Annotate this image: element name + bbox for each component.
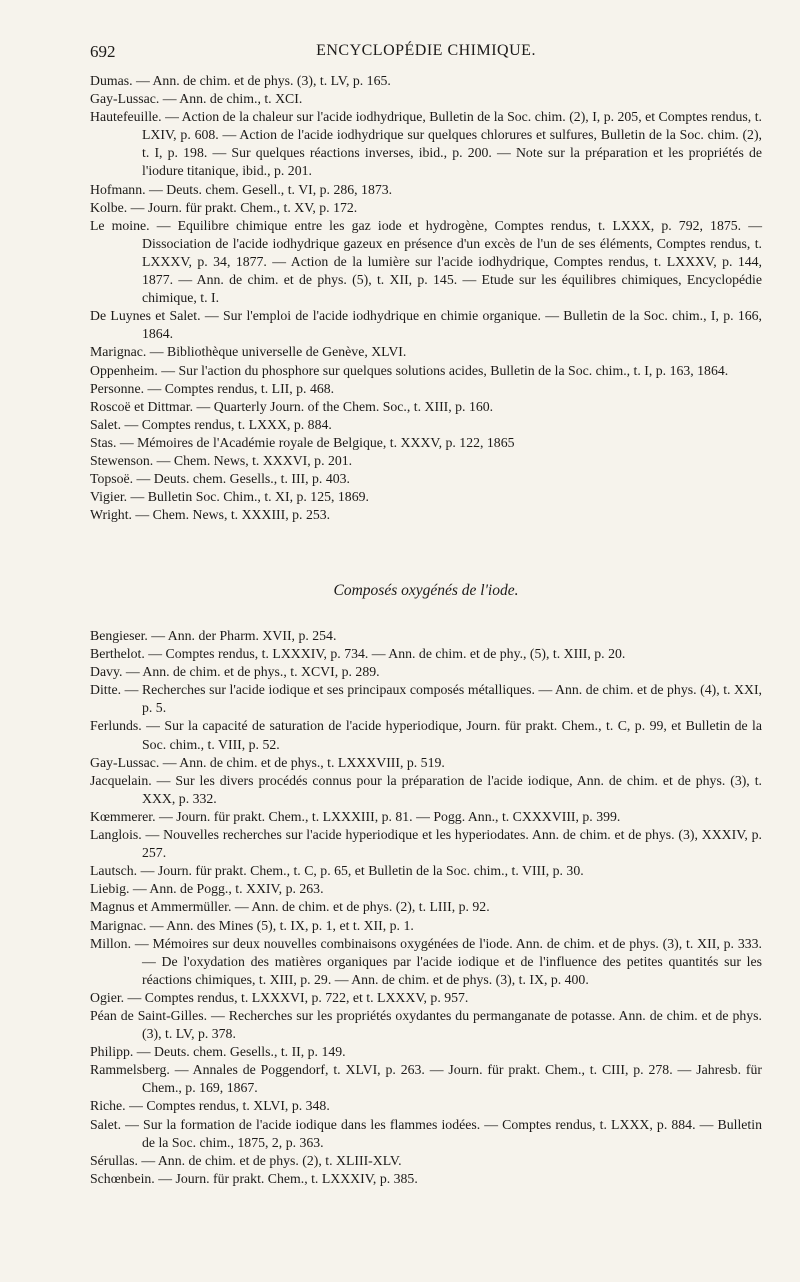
bibliography-entry: Liebig. — Ann. de Pogg., t. XXIV, p. 263.: [90, 881, 324, 897]
bibliography-entry: Marignac. — Bibliothèque universelle de Genève, XLVI.: [90, 344, 407, 360]
bibliography-entry: Topsoë. — Deuts. chem. Gesells., t. III, p. 403.: [90, 471, 350, 487]
bibliography-entry: Rammelsberg. — Annales de Poggendorf, t. XLVI, p. 263. — Journ. für prakt. Chem., t. CIII, p. 278. — Jahresb. für Chem., p. 169, 1867.: [90, 1062, 762, 1096]
bibliography-entry: Gay-Lussac. — Ann. de chim., t. XCI.: [90, 91, 303, 107]
bibliography-entry: Stewenson. — Chem. News, t. XXXVI, p. 201.: [90, 452, 353, 468]
bibliography-entry: Davy. — Ann. de chim. et de phys., t. XCVI, p. 289.: [90, 664, 380, 680]
bibliography-entry: De Luynes et Salet. — Sur l'emploi de l'acide iodhydrique en chimie organique. — Bulletin de la Soc. chim., I, p. 166, 1864.: [90, 308, 762, 342]
bibliography-entry: Personne. — Comptes rendus, t. LII, p. 468.: [90, 380, 335, 396]
bibliography-entry: Hofmann. — Deuts. chem. Gesell., t. VI, p. 286, 1873.: [90, 181, 393, 197]
running-title: ENCYCLOPÉDIE CHIMIQUE.: [316, 42, 536, 59]
bibliography-entry: Salet. — Comptes rendus, t. LXXX, p. 884.: [90, 416, 332, 432]
bibliography-entry: Ferlunds. — Sur la capacité de saturation de l'acide hyperiodique, Journ. für prakt. Chem., t. C, p. 99, et Bulletin de la Soc. chim., t. VIII, p. 52.: [90, 718, 762, 752]
bibliography-entry: Wright. — Chem. News, t. XXXIII, p. 253.: [90, 507, 331, 523]
bibliography-entry: Millon. — Mémoires sur deux nouvelles combinaisons oxygénées de l'iode. Ann. de chim. et de phys. (3), t. XII, p. 333. — De l'oxydation des matières organiques par l'acide iodique et de l'influence des petites quantités sur les réactions chimiques, t. XIII, p. 29. — Ann. de chim. et de phys. (3), t. IX, p. 400.: [90, 935, 762, 987]
bibliography-entry: Berthelot. — Comptes rendus, t. LXXXIV, p. 734. — Ann. de chim. et de phy., (5), t. XIII, p. 20.: [90, 646, 626, 662]
bibliography-entry: Roscoë et Dittmar. — Quarterly Journ. of the Chem. Soc., t. XIII, p. 160.: [90, 398, 494, 414]
bibliography-entry: Philipp. — Deuts. chem. Gesells., t. II, p. 149.: [90, 1044, 346, 1060]
bibliography-entry: Langlois. — Nouvelles recherches sur l'acide hyperiodique et les hyperiodates. Ann. de chim. et de phys. (3), XXXIV, p. 257.: [90, 827, 762, 861]
bibliography-entry: Kolbe. — Journ. für prakt. Chem., t. XV, p. 172.: [90, 199, 358, 215]
bibliography-entry: Péan de Saint-Gilles. — Recherches sur les propriétés oxydantes du permanganate de potasse. Ann. de chim. et de phys. (3), t. LV, p. 378.: [90, 1007, 762, 1042]
bibliography-entry: Dumas. — Ann. de chim. et de phys. (3), t. LV, p. 165.: [90, 73, 391, 88]
bibliography-entry: Hautefeuille. — Action de la chaleur sur l'acide iodhydrique, Bulletin de la Soc. chim. (2), I, p. 205, et Comptes rendus, t. LXIV, p. 608. — Action de l'acide iodhydrique sur quelques chlorures et sulfures, Bulletin de la Soc. chim. (2), t. I, p. 198. — Sur quelques réactions inverses, ibid., p. 200. — Note sur la préparation et les propriétés de l'iodure titanique, ibid., p. 201.: [90, 109, 762, 179]
bibliography-entry: Magnus et Ammermüller. — Ann. de chim. et de phys. (2), t. LIII, p. 92.: [90, 899, 490, 915]
bibliography-entry: Ogier. — Comptes rendus, t. LXXXVI, p. 722, et t. LXXXV, p. 957.: [90, 989, 469, 1005]
bibliography-entry: Marignac. — Ann. des Mines (5), t. IX, p. 1, et t. XII, p. 1.: [90, 917, 414, 933]
bibliography-entry: Le moine. — Equilibre chimique entre les gaz iode et hydrogène, Comptes rendus, t. LXXX, p. 792, 1875. — Dissociation de l'acide iodhydrique gazeux en présence d'un excès de l'un de ses éléments, Comptes rendus, t. LXXXV, p. 34, 1877. — Action de la lumière sur l'acide iodhydrique, Comptes rendus, t. LXXXV, p. 144, 1877. — Ann. de chim. et de phys. (5), t. XII, p. 145. — Etude sur les équilibres chimiques, Encyclopédie chimique, t. I.: [90, 217, 762, 306]
bibliography-entry: Stas. — Mémoires de l'Académie royale de Belgique, t. XXXV, p. 122, 1865: [90, 434, 515, 450]
bibliography-entry: Riche. — Comptes rendus, t. XLVI, p. 348.: [90, 1098, 330, 1114]
bibliography-entry: Gay-Lussac. — Ann. de chim. et de phys., t. LXXXVIII, p. 519.: [90, 754, 445, 770]
bibliography-entry: Schœnbein. — Journ. für prakt. Chem., t. LXXXIV, p. 385.: [90, 1170, 418, 1186]
bibliography-entry: Kœmmerer. — Journ. für prakt. Chem., t. LXXXIII, p. 81. — Pogg. Ann., t. CXXXVIII, p. 399.: [90, 808, 621, 824]
bibliography-entry: Lautsch. — Journ. für prakt. Chem., t. C, p. 65, et Bulletin de la Soc. chim., t. VIII, p. 30.: [90, 863, 584, 879]
bibliography-entry: Bengieser. — Ann. der Pharm. XVII, p. 254.: [90, 628, 337, 643]
bibliography-section-1: [90, 72, 762, 524]
page-number: 692: [90, 42, 116, 61]
section-heading: Composés oxygénés de l'iode.: [333, 582, 519, 599]
bibliography-entry: Sérullas. — Ann. de chim. et de phys. (2), t. XLIII-XLV.: [90, 1152, 402, 1168]
bibliography-section-2: [90, 627, 762, 1188]
bibliography-entry: Ditte. — Recherches sur l'acide iodique et ses principaux composés métalliques. — Ann. de chim. et de phys. (4), t. XXI, p. 5.: [90, 682, 762, 716]
bibliography-entry: Jacquelain. — Sur les divers procédés connus pour la préparation de l'acide iodique, Ann. de chim. et de phys. (3), t. XXX, p. 332.: [90, 772, 762, 806]
bibliography-entry: Salet. — Sur la formation de l'acide iodique dans les flammes iodées. — Comptes rendus, t. LXXX, p. 884. — Bulletin de la Soc. chim., 1875, 2, p. 363.: [90, 1116, 762, 1150]
running-head: [90, 42, 762, 64]
bibliography-entry: Vigier. — Bulletin Soc. Chim., t. XI, p. 125, 1869.: [90, 489, 369, 505]
bibliography-entry: Oppenheim. — Sur l'action du phosphore sur quelques solutions acides, Bulletin de la Soc. chim., t. I, p. 163, 1864.: [90, 362, 729, 378]
